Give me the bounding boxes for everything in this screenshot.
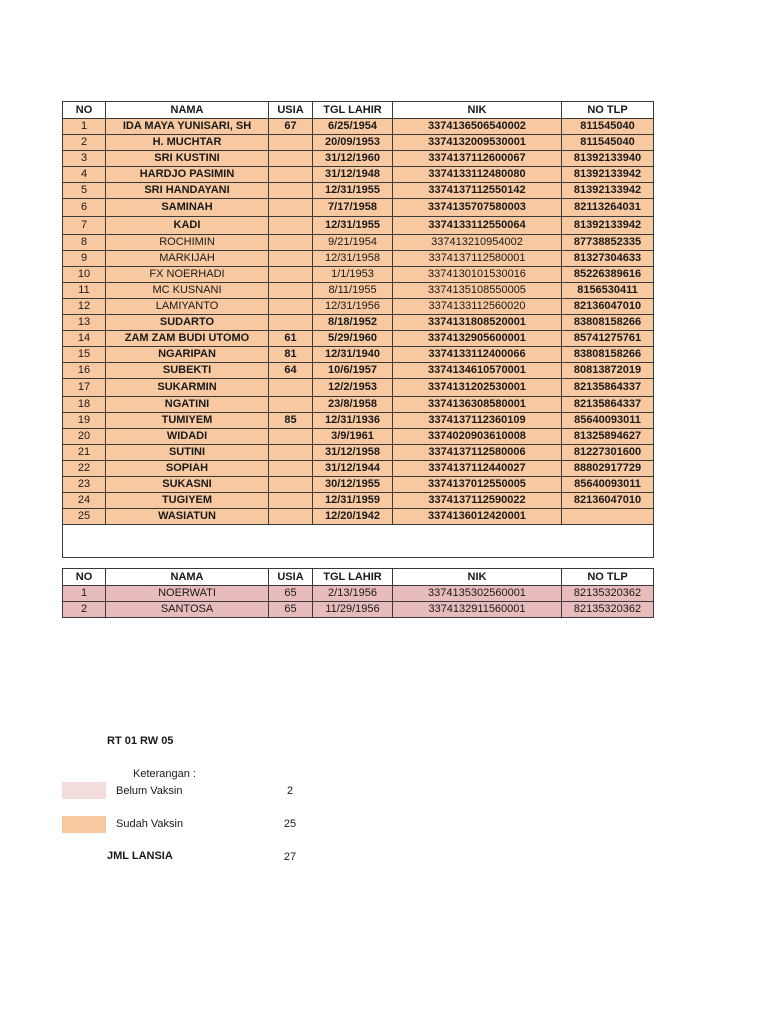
cell-tgl-lahir: 12/31/1940 bbox=[313, 347, 393, 363]
cell-nama: NGATINI bbox=[106, 397, 269, 413]
cell-usia bbox=[269, 151, 313, 167]
cell-no-tlp: 81392133942 bbox=[562, 183, 654, 199]
cell-usia bbox=[269, 509, 313, 525]
cell-nik: 3374137112360109 bbox=[393, 413, 562, 429]
cell-nama: SANTOSA bbox=[106, 602, 269, 618]
cell-no: 20 bbox=[63, 429, 106, 445]
table-row bbox=[63, 235, 654, 251]
cell-nama: ZAM ZAM BUDI UTOMO bbox=[106, 331, 269, 347]
cell-nik: 3374135108550005 bbox=[393, 283, 562, 299]
cell-nama: ROCHIMIN bbox=[106, 235, 269, 251]
cell-no: 2 bbox=[63, 135, 106, 151]
cell-tgl-lahir: 20/09/1953 bbox=[313, 135, 393, 151]
belum-vaksin-label: Belum Vaksin bbox=[116, 785, 183, 797]
cell-nama: MARKIJAH bbox=[106, 251, 269, 267]
cell-usia bbox=[269, 251, 313, 267]
cell-nik: 3374137112580001 bbox=[393, 251, 562, 267]
table-row bbox=[63, 299, 654, 315]
table-row bbox=[63, 363, 654, 379]
cell-no: 17 bbox=[63, 379, 106, 397]
belum-vaksin-swatch bbox=[62, 782, 106, 799]
cell-no: 4 bbox=[63, 167, 106, 183]
header-tgl-lahir: TGL LAHIR bbox=[313, 569, 393, 586]
table-row bbox=[63, 119, 654, 135]
cell-tgl-lahir: 12/31/1936 bbox=[313, 413, 393, 429]
cell-no-tlp: 81392133940 bbox=[562, 151, 654, 167]
cell-usia: 61 bbox=[269, 331, 313, 347]
cell-no-tlp: 80813872019 bbox=[562, 363, 654, 379]
total-lansia-count: 27 bbox=[283, 851, 297, 863]
cell-no-tlp: 82113264031 bbox=[562, 199, 654, 217]
cell-no-tlp: 82135864337 bbox=[562, 397, 654, 413]
cell-nama: MC KUSNANI bbox=[106, 283, 269, 299]
table-row bbox=[63, 251, 654, 267]
header-no: NO bbox=[63, 102, 106, 119]
cell-nama: WASIATUN bbox=[106, 509, 269, 525]
header-row bbox=[63, 569, 654, 586]
table-row bbox=[63, 477, 654, 493]
cell-nama: NOERWATI bbox=[106, 586, 269, 602]
cell-nik: 3374133112550064 bbox=[393, 217, 562, 235]
cell-usia bbox=[269, 283, 313, 299]
belum-vaksin-count: 2 bbox=[286, 785, 294, 797]
cell-nama: TUMIYEM bbox=[106, 413, 269, 429]
header-usia: USIA bbox=[269, 102, 313, 119]
cell-nama: SOPIAH bbox=[106, 461, 269, 477]
table-row bbox=[63, 183, 654, 199]
cell-tgl-lahir: 10/6/1957 bbox=[313, 363, 393, 379]
cell-tgl-lahir: 12/2/1953 bbox=[313, 379, 393, 397]
cell-nama: H. MUCHTAR bbox=[106, 135, 269, 151]
cell-nik: 3374132009530001 bbox=[393, 135, 562, 151]
cell-nama: SRI HANDAYANI bbox=[106, 183, 269, 199]
cell-nama: KADI bbox=[106, 217, 269, 235]
table-row bbox=[63, 413, 654, 429]
cell-nik: 3374136506540002 bbox=[393, 119, 562, 135]
cell-nama: NGARIPAN bbox=[106, 347, 269, 363]
cell-tgl-lahir: 23/8/1958 bbox=[313, 397, 393, 413]
cell-no: 18 bbox=[63, 397, 106, 413]
cell-usia bbox=[269, 199, 313, 217]
table-row bbox=[63, 493, 654, 509]
cell-no-tlp: 85640093011 bbox=[562, 413, 654, 429]
cell-nik: 3374130101530016 bbox=[393, 267, 562, 283]
cell-nik: 3374133112560020 bbox=[393, 299, 562, 315]
cell-no-tlp: 82135864337 bbox=[562, 379, 654, 397]
cell-nik: 3374133112480080 bbox=[393, 167, 562, 183]
cell-usia: 64 bbox=[269, 363, 313, 379]
table-row bbox=[63, 283, 654, 299]
cell-tgl-lahir: 12/20/1942 bbox=[313, 509, 393, 525]
cell-tgl-lahir: 3/9/1961 bbox=[313, 429, 393, 445]
cell-nama: FX NOERHADI bbox=[106, 267, 269, 283]
cell-nik: 3374136012420001 bbox=[393, 509, 562, 525]
cell-tgl-lahir: 12/31/1955 bbox=[313, 217, 393, 235]
cell-usia bbox=[269, 267, 313, 283]
table-row bbox=[63, 199, 654, 217]
cell-usia bbox=[269, 477, 313, 493]
cell-no-tlp: 81327304633 bbox=[562, 251, 654, 267]
cell-no: 15 bbox=[63, 347, 106, 363]
cell-tgl-lahir: 12/31/1956 bbox=[313, 299, 393, 315]
cell-tgl-lahir: 11/29/1956 bbox=[313, 602, 393, 618]
cell-tgl-lahir: 9/21/1954 bbox=[313, 235, 393, 251]
cell-no-tlp: 811545040 bbox=[562, 135, 654, 151]
table-row bbox=[63, 379, 654, 397]
header-nik: NIK bbox=[393, 569, 562, 586]
cell-usia bbox=[269, 445, 313, 461]
cell-nama: IDA MAYA YUNISARI, SH bbox=[106, 119, 269, 135]
cell-usia bbox=[269, 217, 313, 235]
cell-nik: 3374132905600001 bbox=[393, 331, 562, 347]
cell-nama: TUGIYEM bbox=[106, 493, 269, 509]
cell-no-tlp: 85741275761 bbox=[562, 331, 654, 347]
cell-tgl-lahir: 7/17/1958 bbox=[313, 199, 393, 217]
header-tgl-lahir: TGL LAHIR bbox=[313, 102, 393, 119]
cell-tgl-lahir: 12/31/1955 bbox=[313, 183, 393, 199]
cell-nama: SUDARTO bbox=[106, 315, 269, 331]
cell-usia bbox=[269, 429, 313, 445]
header-no-tlp: NO TLP bbox=[562, 569, 654, 586]
table-row bbox=[63, 461, 654, 477]
cell-no-tlp: 83808158266 bbox=[562, 347, 654, 363]
cell-nik: 3374132911560001 bbox=[393, 602, 562, 618]
cell-usia bbox=[269, 135, 313, 151]
cell-usia: 65 bbox=[269, 602, 313, 618]
cell-no: 9 bbox=[63, 251, 106, 267]
table-row bbox=[63, 135, 654, 151]
cell-no-tlp: 82136047010 bbox=[562, 493, 654, 509]
table-row bbox=[63, 151, 654, 167]
cell-no: 5 bbox=[63, 183, 106, 199]
table-row bbox=[63, 429, 654, 445]
cell-no: 22 bbox=[63, 461, 106, 477]
cell-tgl-lahir: 31/12/1958 bbox=[313, 445, 393, 461]
table-row bbox=[63, 397, 654, 413]
table-row bbox=[63, 602, 654, 618]
cell-usia bbox=[269, 299, 313, 315]
cell-nik: 3374137112590022 bbox=[393, 493, 562, 509]
cell-no: 16 bbox=[63, 363, 106, 379]
cell-tgl-lahir: 8/11/1955 bbox=[313, 283, 393, 299]
table-row bbox=[63, 509, 654, 525]
cell-no: 2 bbox=[63, 602, 106, 618]
cell-nama: SAMINAH bbox=[106, 199, 269, 217]
cell-usia bbox=[269, 397, 313, 413]
cell-nama: SUBEKTI bbox=[106, 363, 269, 379]
cell-nik: 337413210954002 bbox=[393, 235, 562, 251]
cell-usia bbox=[269, 461, 313, 477]
cell-nik: 3374136308580001 bbox=[393, 397, 562, 413]
sudah-vaksin-swatch bbox=[62, 816, 106, 833]
cell-nama: SUKARMIN bbox=[106, 379, 269, 397]
table-row bbox=[63, 331, 654, 347]
table-row bbox=[63, 315, 654, 331]
cell-usia: 81 bbox=[269, 347, 313, 363]
cell-usia bbox=[269, 167, 313, 183]
cell-no-tlp: 82135320362 bbox=[562, 586, 654, 602]
cell-tgl-lahir: 30/12/1955 bbox=[313, 477, 393, 493]
table-row bbox=[63, 586, 654, 602]
cell-tgl-lahir: 31/12/1944 bbox=[313, 461, 393, 477]
header-no-tlp: NO TLP bbox=[562, 102, 654, 119]
cell-no: 11 bbox=[63, 283, 106, 299]
cell-no-tlp: 811545040 bbox=[562, 119, 654, 135]
table-row bbox=[63, 347, 654, 363]
header-no: NO bbox=[63, 569, 106, 586]
area-title: RT 01 RW 05 bbox=[107, 735, 174, 747]
table-row bbox=[63, 267, 654, 283]
cell-tgl-lahir: 12/31/1958 bbox=[313, 251, 393, 267]
sudah-vaksin-count: 25 bbox=[283, 818, 297, 830]
cell-nik: 3374134610570001 bbox=[393, 363, 562, 379]
cell-tgl-lahir: 31/12/1960 bbox=[313, 151, 393, 167]
cell-tgl-lahir: 2/13/1956 bbox=[313, 586, 393, 602]
cell-no-tlp: 88802917729 bbox=[562, 461, 654, 477]
cell-no: 8 bbox=[63, 235, 106, 251]
cell-nama: SUTINI bbox=[106, 445, 269, 461]
legend-heading: Keterangan : bbox=[133, 768, 196, 780]
cell-nik: 3374137112580006 bbox=[393, 445, 562, 461]
cell-no: 7 bbox=[63, 217, 106, 235]
cell-nama: WIDADI bbox=[106, 429, 269, 445]
cell-no: 21 bbox=[63, 445, 106, 461]
cell-nik: 3374135707580003 bbox=[393, 199, 562, 217]
cell-nama: SRI KUSTINI bbox=[106, 151, 269, 167]
cell-tgl-lahir: 8/18/1952 bbox=[313, 315, 393, 331]
unvaccinated-elderly-table bbox=[62, 568, 654, 618]
cell-nama: HARDJO PASIMIN bbox=[106, 167, 269, 183]
cell-tgl-lahir: 12/31/1959 bbox=[313, 493, 393, 509]
table-row bbox=[63, 445, 654, 461]
cell-usia: 67 bbox=[269, 119, 313, 135]
cell-no-tlp: 83808158266 bbox=[562, 315, 654, 331]
cell-usia: 85 bbox=[269, 413, 313, 429]
cell-no: 3 bbox=[63, 151, 106, 167]
cell-usia bbox=[269, 235, 313, 251]
cell-nik: 3374135302560001 bbox=[393, 586, 562, 602]
cell-no: 1 bbox=[63, 586, 106, 602]
cell-no-tlp: 82135320362 bbox=[562, 602, 654, 618]
cell-no: 19 bbox=[63, 413, 106, 429]
header-nik: NIK bbox=[393, 102, 562, 119]
table-row bbox=[63, 217, 654, 235]
cell-usia bbox=[269, 315, 313, 331]
cell-usia: 65 bbox=[269, 586, 313, 602]
cell-nik: 3374131202530001 bbox=[393, 379, 562, 397]
cell-nik: 3374137112440027 bbox=[393, 461, 562, 477]
cell-no: 14 bbox=[63, 331, 106, 347]
spacer-row bbox=[63, 525, 654, 558]
cell-no: 24 bbox=[63, 493, 106, 509]
cell-no: 1 bbox=[63, 119, 106, 135]
cell-no-tlp: 82136047010 bbox=[562, 299, 654, 315]
cell-nama: SUKASNI bbox=[106, 477, 269, 493]
cell-no-tlp: 87738852335 bbox=[562, 235, 654, 251]
cell-no: 23 bbox=[63, 477, 106, 493]
cell-nik: 3374133112400066 bbox=[393, 347, 562, 363]
cell-no-tlp: 81392133942 bbox=[562, 167, 654, 183]
cell-no-tlp: 85640093011 bbox=[562, 477, 654, 493]
cell-usia bbox=[269, 183, 313, 199]
cell-no-tlp: 81392133942 bbox=[562, 217, 654, 235]
cell-nik: 3374131808520001 bbox=[393, 315, 562, 331]
sudah-vaksin-label: Sudah Vaksin bbox=[116, 818, 184, 830]
cell-nik: 3374137012550005 bbox=[393, 477, 562, 493]
cell-tgl-lahir: 6/25/1954 bbox=[313, 119, 393, 135]
cell-no: 25 bbox=[63, 509, 106, 525]
cell-no-tlp: 8156530411 bbox=[562, 283, 654, 299]
header-nama: NAMA bbox=[106, 102, 269, 119]
cell-nik: 3374020903610008 bbox=[393, 429, 562, 445]
cell-usia bbox=[269, 493, 313, 509]
cell-no-tlp: 81325894627 bbox=[562, 429, 654, 445]
spacer-cell bbox=[63, 525, 654, 558]
header-nama: NAMA bbox=[106, 569, 269, 586]
cell-no: 12 bbox=[63, 299, 106, 315]
cell-no-tlp bbox=[562, 509, 654, 525]
header-row bbox=[63, 102, 654, 119]
cell-nik: 3374137112550142 bbox=[393, 183, 562, 199]
cell-no: 13 bbox=[63, 315, 106, 331]
cell-tgl-lahir: 31/12/1948 bbox=[313, 167, 393, 183]
header-usia: USIA bbox=[269, 569, 313, 586]
cell-no-tlp: 81227301600 bbox=[562, 445, 654, 461]
total-lansia-label: JML LANSIA bbox=[107, 850, 173, 862]
cell-usia bbox=[269, 379, 313, 397]
vaccinated-elderly-table bbox=[62, 101, 654, 558]
cell-no: 6 bbox=[63, 199, 106, 217]
cell-tgl-lahir: 1/1/1953 bbox=[313, 267, 393, 283]
table-row bbox=[63, 167, 654, 183]
cell-nik: 3374137112600067 bbox=[393, 151, 562, 167]
cell-no-tlp: 85226389616 bbox=[562, 267, 654, 283]
cell-tgl-lahir: 5/29/1960 bbox=[313, 331, 393, 347]
cell-no: 10 bbox=[63, 267, 106, 283]
cell-nama: LAMIYANTO bbox=[106, 299, 269, 315]
